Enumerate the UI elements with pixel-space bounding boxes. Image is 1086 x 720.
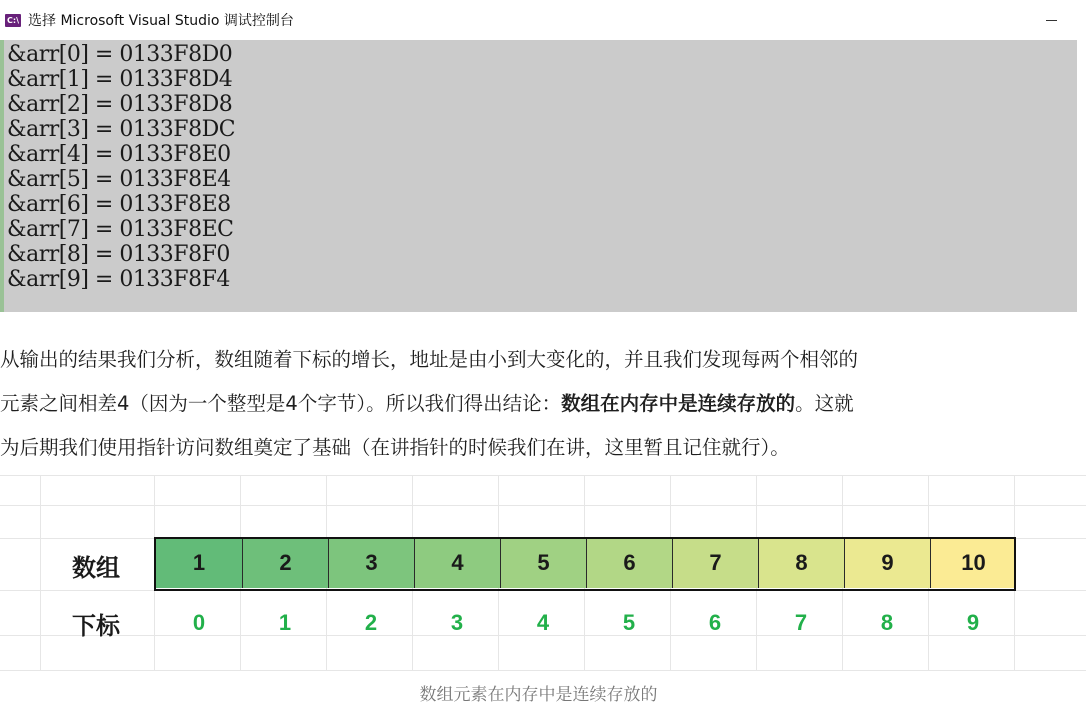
array-cell: 8 <box>758 538 844 588</box>
console-line: &arr[8] = 0133F8F0 <box>7 242 230 267</box>
array-cell: 6 <box>586 538 672 588</box>
console-line: &arr[0] = 0133F8D0 <box>7 42 233 67</box>
array-cell: 7 <box>672 538 758 588</box>
index-cell: 1 <box>278 610 292 635</box>
paragraph-text: 元素之间相差4（因为一个整型是4个字节）。所以我们得出结论： <box>0 392 562 415</box>
console-title: 选择 Microsoft Visual Studio 调试控制台 <box>28 13 294 29</box>
array-cell: 10 <box>930 538 1016 588</box>
grid-line <box>154 475 155 670</box>
paragraph-line: 为后期我们使用指针访问数组奠定了基础（在讲指针的时候我们在讲，这里暂且记住就行）。 <box>0 436 790 459</box>
array-memory-figure <box>0 475 1086 675</box>
paragraph-line: 从输出的结果我们分析，数组随着下标的增长，地址是由小到大变化的，并且我们发现每两个相邻的 <box>0 348 859 371</box>
console-titlebar[interactable] <box>0 0 1077 40</box>
grid-line <box>0 670 1086 671</box>
index-row-label: 下标 <box>72 612 120 640</box>
console-window <box>0 0 1077 312</box>
index-cell: 9 <box>966 610 980 635</box>
grid-line <box>0 475 1086 476</box>
index-cell: 6 <box>708 610 722 635</box>
array-cell: 2 <box>242 538 328 588</box>
explanation-paragraph <box>0 338 1070 470</box>
array-cell: 4 <box>414 538 500 588</box>
console-line: &arr[1] = 0133F8D4 <box>7 67 233 92</box>
index-cell: 2 <box>364 610 378 635</box>
paragraph-conclusion: 数组在内存中是连续存放的 <box>561 392 796 415</box>
grid-line <box>40 475 41 670</box>
console-output <box>0 40 1077 312</box>
array-row-label: 数组 <box>72 554 120 582</box>
console-line: &arr[6] = 0133F8E8 <box>7 192 231 217</box>
index-cell: 8 <box>880 610 894 635</box>
console-app-icon: C:\ <box>7 15 19 25</box>
console-line: &arr[4] = 0133F8E0 <box>7 142 231 167</box>
console-line: &arr[9] = 0133F8F4 <box>7 267 230 292</box>
array-cell: 1 <box>156 538 242 588</box>
grid-line <box>0 505 1086 506</box>
console-line: &arr[3] = 0133F8DC <box>7 117 236 142</box>
console-line: &arr[7] = 0133F8EC <box>7 217 234 242</box>
index-cell: 7 <box>794 610 808 635</box>
paragraph-line <box>0 382 1070 426</box>
console-line: &arr[5] = 0133F8E4 <box>7 167 231 192</box>
minimize-icon <box>1046 20 1057 21</box>
index-cell: 0 <box>192 610 206 635</box>
array-cell: 5 <box>500 538 586 588</box>
console-line: &arr[2] = 0133F8D8 <box>7 92 233 117</box>
figure-caption: 数组元素在内存中是连续存放的 <box>419 685 658 705</box>
paragraph-text: 。这就 <box>795 392 854 415</box>
index-cell: 5 <box>622 610 636 635</box>
index-cell: 3 <box>450 610 464 635</box>
index-cell: 4 <box>536 610 550 635</box>
minimize-button[interactable] <box>1041 10 1061 30</box>
array-cell: 9 <box>844 538 930 588</box>
console-left-border <box>0 40 4 312</box>
grid-line <box>0 590 1086 591</box>
array-cell: 3 <box>328 538 414 588</box>
